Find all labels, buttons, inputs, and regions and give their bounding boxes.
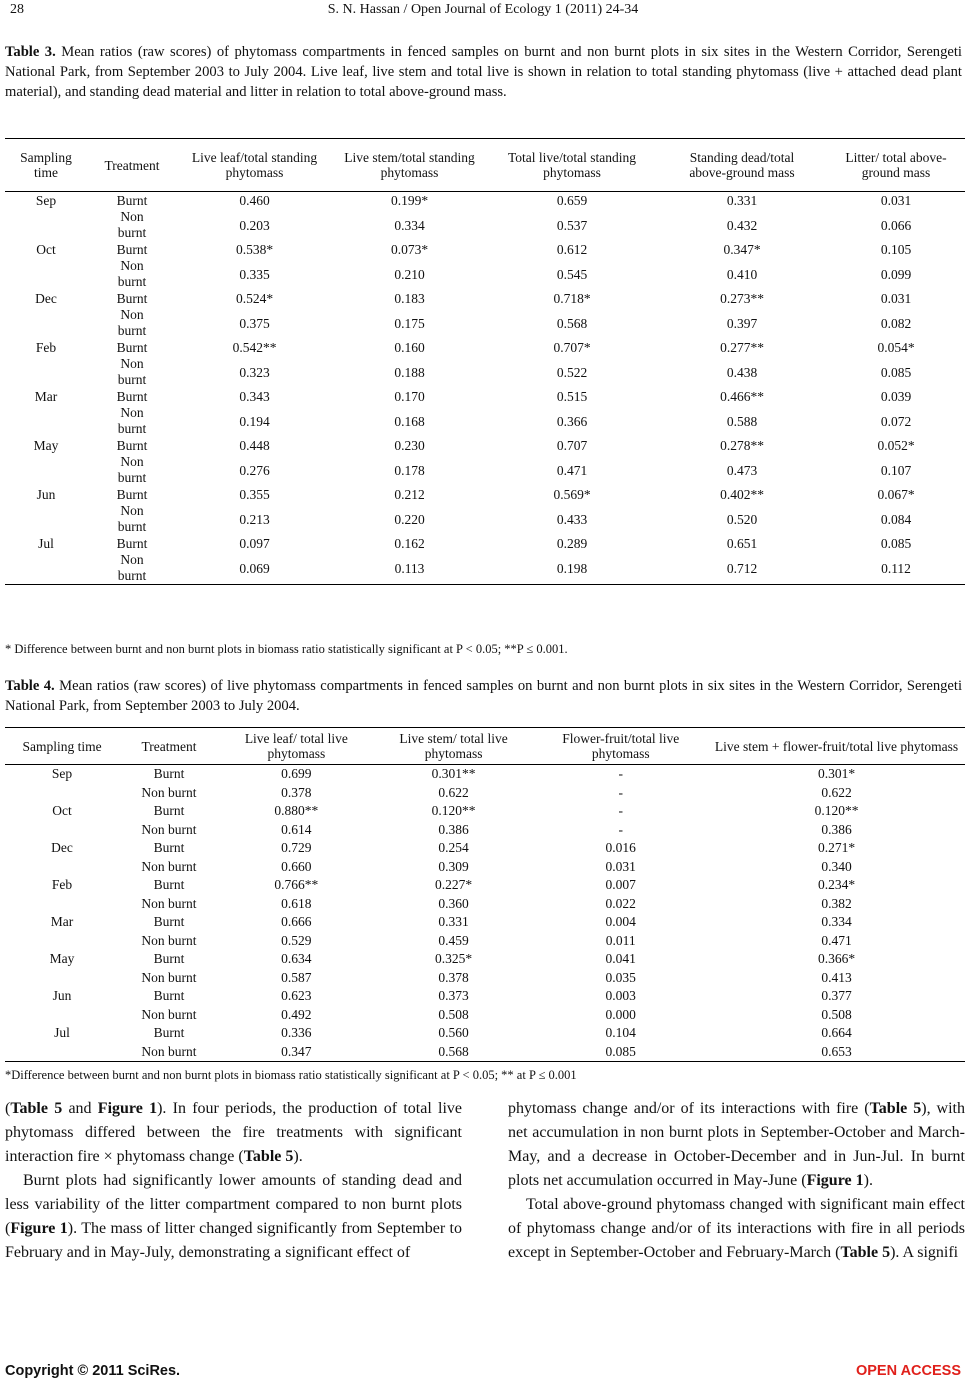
sampling-time-cell: [5, 821, 119, 840]
sampling-time-cell: Sep: [51, 766, 73, 781]
sampling-time-cell: Jul: [54, 1025, 70, 1040]
value-cell: 0.587: [281, 969, 312, 985]
body-paragraph: (Table 5 and Figure 1). In four periods, the production of total live phytomass differed between the fire treatments with significant interaction fire × phytomass change (Table 5).: [5, 1100, 463, 1165]
value-cell: 0.331: [726, 193, 758, 208]
table3-footnote: * Difference between burnt and non burnt plots in biomass ratio statistically significant at P < 0.05; **P ≤ 0.001.: [5, 642, 568, 656]
value-cell: 0.085: [880, 536, 912, 551]
sampling-time-cell: Jul: [38, 536, 54, 551]
table-row: [5, 486, 965, 503]
treatment-cell: Burnt: [116, 241, 148, 257]
value-cell: 0.524*: [235, 291, 274, 306]
table-row: [5, 356, 965, 388]
table-row: [5, 858, 965, 877]
table-row: [5, 258, 965, 290]
value-cell: 0.000: [605, 1006, 636, 1022]
sampling-time-cell: [5, 307, 87, 339]
sampling-time-cell: [5, 454, 87, 486]
value-cell: 0.120**: [431, 803, 476, 818]
table-row: [5, 192, 965, 210]
treatment-cell: Non burnt: [141, 895, 197, 911]
value-cell: 0.277**: [720, 340, 764, 355]
value-cell: 0.651: [726, 536, 758, 551]
value-cell: 0.614: [281, 821, 312, 837]
table4-label: Table 4.: [5, 678, 55, 694]
treatment-cell: Non burnt: [117, 258, 147, 289]
treatment-cell: Burnt: [153, 988, 185, 1003]
value-cell: 0.188: [394, 364, 425, 380]
value-cell: 0.234*: [817, 877, 856, 892]
value-cell: 0.492: [281, 1006, 312, 1022]
value-cell: 0.273**: [720, 291, 764, 306]
sampling-time-cell: Feb: [51, 877, 73, 892]
treatment-cell: Burnt: [153, 951, 185, 966]
treatment-cell: Non burnt: [141, 821, 197, 837]
sampling-time-cell: Jun: [52, 988, 72, 1003]
value-cell: 0.278**: [720, 438, 764, 453]
column-header: Treatment: [104, 157, 160, 173]
value-cell: 0.031: [880, 193, 912, 208]
treatment-cell: Non burnt: [141, 932, 197, 948]
table4-caption: [5, 676, 962, 716]
value-cell: 0.413: [821, 969, 852, 985]
value-cell: 0.522: [556, 364, 588, 380]
table-row: [5, 339, 965, 356]
value-cell: 0.520: [726, 511, 758, 527]
treatment-cell: Non burnt: [141, 784, 197, 800]
value-cell: 0.230: [394, 438, 425, 453]
sampling-time-cell: Oct: [36, 242, 56, 257]
sampling-time-cell: Mar: [34, 389, 58, 404]
value-cell: 0.515: [556, 389, 588, 404]
value-cell: 0.334: [394, 217, 425, 233]
value-cell: 0.198: [556, 560, 588, 576]
cross-reference[interactable]: Table 5: [840, 1244, 891, 1261]
table-row: [5, 241, 965, 258]
value-cell: 0.112: [881, 560, 911, 576]
value-cell: 0.343: [239, 389, 270, 404]
column-header: Live leaf/total standing phytomass: [191, 150, 318, 180]
value-cell: 0.373: [438, 988, 469, 1003]
table3: [5, 138, 965, 585]
value-cell: 0.213: [239, 511, 270, 527]
sampling-time-cell: [5, 858, 119, 877]
sampling-time-cell: [5, 258, 87, 290]
column-header: Live stem/total standing phytomass: [344, 150, 475, 180]
value-cell: 0.031: [605, 858, 636, 874]
column-header: Sampling time: [20, 150, 72, 180]
value-cell: 0.301*: [817, 766, 856, 781]
value-cell: 0.069: [239, 560, 270, 576]
value-cell: 0.466**: [720, 389, 764, 404]
treatment-cell: Non burnt: [117, 356, 147, 387]
value-cell: 0.366: [556, 413, 588, 429]
treatment-cell: Burnt: [153, 1025, 185, 1040]
table4-body: [5, 765, 965, 1062]
value-cell: 0.039: [880, 389, 912, 404]
value-cell: 0.178: [394, 462, 425, 478]
cross-reference[interactable]: Table 5: [243, 1148, 294, 1165]
value-cell: 0.183: [394, 291, 425, 306]
value-cell: 0.331: [438, 914, 469, 929]
table-row: [5, 932, 965, 951]
value-cell: 0.160: [394, 340, 425, 355]
value-cell: 0.664: [821, 1025, 852, 1040]
value-cell: 0.448: [239, 438, 270, 453]
value-cell: 0.438: [726, 364, 758, 380]
value-cell: 0.560: [438, 1025, 469, 1040]
table-row: [5, 765, 965, 784]
value-cell: 0.254: [438, 840, 469, 855]
column-header: Standing dead/total above-ground mass: [689, 150, 795, 180]
table3-header-row: [5, 139, 965, 192]
cross-reference[interactable]: Table 5: [869, 1100, 922, 1117]
treatment-cell: Burnt: [116, 437, 148, 453]
table3-body: [5, 192, 965, 585]
treatment-cell: Burnt: [116, 192, 148, 208]
value-cell: 0.460: [239, 193, 270, 208]
value-cell: 0.360: [438, 895, 469, 911]
cross-reference[interactable]: Figure 1: [10, 1220, 68, 1237]
value-cell: 0.066: [880, 217, 912, 233]
column-header: Live stem + flower-fruit/total live phytomass: [714, 738, 959, 754]
body-left-column: [5, 1097, 462, 1265]
value-cell: -: [618, 803, 623, 818]
sampling-time-cell: Dec: [35, 291, 57, 306]
page-number: 28: [10, 2, 24, 17]
value-cell: 0.410: [726, 266, 758, 282]
sampling-time-cell: [5, 1043, 119, 1062]
value-cell: 0.622: [438, 784, 469, 800]
table3-caption: [5, 42, 962, 102]
treatment-cell: Non burnt: [141, 858, 197, 874]
value-cell: 0.382: [821, 895, 852, 911]
value-cell: 0.660: [281, 858, 312, 874]
table-row: [5, 895, 965, 914]
table4-footnote: *Difference between burnt and non burnt plots in biomass ratio statistically significant at P < 0.05; ** at P ≤ 0.001: [5, 1068, 577, 1082]
value-cell: 0.707: [556, 438, 588, 453]
value-cell: 0.082: [880, 315, 912, 331]
treatment-cell: Burnt: [116, 388, 148, 404]
value-cell: 0.402**: [720, 487, 764, 502]
value-cell: 0.612: [556, 242, 588, 257]
table-row: [5, 784, 965, 803]
value-cell: 0.227*: [435, 877, 473, 892]
table-row: [5, 552, 965, 585]
sampling-time-cell: Sep: [35, 193, 57, 208]
value-cell: 0.366*: [817, 951, 856, 966]
sampling-time-cell: [5, 932, 119, 951]
value-cell: 0.099: [880, 266, 912, 282]
column-header: Live leaf/ total live phytomass: [244, 731, 348, 761]
value-cell: 0.168: [394, 413, 425, 429]
value-cell: 0.459: [438, 932, 469, 948]
value-cell: 0.170: [394, 389, 425, 404]
treatment-cell: Non burnt: [117, 209, 147, 240]
column-header: Litter/ total above-ground mass: [845, 150, 947, 180]
value-cell: 0.016: [605, 840, 636, 855]
sampling-time-cell: Jun: [36, 487, 56, 502]
table3-label: Table 3.: [5, 44, 56, 60]
sampling-time-cell: May: [33, 438, 59, 453]
value-cell: 0.569*: [553, 487, 591, 502]
value-cell: 0.378: [281, 784, 312, 800]
treatment-cell: Burnt: [116, 290, 148, 306]
value-cell: 0.073*: [390, 242, 429, 257]
value-cell: 0.588: [726, 413, 758, 429]
treatment-cell: Burnt: [153, 877, 185, 892]
table-row: [5, 437, 965, 454]
value-cell: 0.104: [605, 1025, 636, 1040]
value-cell: 0.386: [438, 821, 469, 837]
value-cell: 0.623: [281, 988, 312, 1003]
value-cell: 0.031: [880, 291, 912, 306]
value-cell: 0.347*: [723, 242, 761, 257]
value-cell: 0.105: [880, 242, 912, 257]
sampling-time-cell: [5, 552, 87, 585]
value-cell: -: [618, 784, 623, 800]
sampling-time-cell: Dec: [51, 840, 73, 855]
sampling-time-cell: Feb: [35, 340, 57, 355]
treatment-cell: Non burnt: [117, 307, 147, 338]
value-cell: 0.471: [556, 462, 588, 478]
table-row: [5, 950, 965, 969]
table-row: [5, 454, 965, 486]
value-cell: 0.194: [239, 413, 270, 429]
value-cell: 0.699: [281, 766, 312, 781]
table-row: [5, 307, 965, 339]
value-cell: 0.162: [394, 536, 425, 551]
value-cell: 0.175: [394, 315, 425, 331]
value-cell: 0.622: [821, 784, 852, 800]
treatment-cell: Burnt: [116, 535, 148, 551]
value-cell: 0.634: [281, 951, 312, 966]
value-cell: 0.276: [239, 462, 270, 478]
value-cell: 0.335: [239, 266, 270, 282]
value-cell: 0.432: [726, 217, 758, 233]
value-cell: 0.707*: [553, 340, 591, 355]
value-cell: 0.880**: [274, 803, 319, 818]
sampling-time-cell: Oct: [52, 803, 72, 818]
column-header: Sampling time: [22, 738, 102, 754]
cross-reference[interactable]: Figure 1: [806, 1172, 864, 1189]
sampling-time-cell: [5, 895, 119, 914]
value-cell: 0.729: [281, 840, 312, 855]
sampling-time-cell: [5, 503, 87, 535]
table-row: [5, 802, 965, 821]
table-row: [5, 503, 965, 535]
body-right-column: [508, 1097, 965, 1265]
treatment-cell: Non burnt: [117, 454, 147, 485]
value-cell: 0.542**: [232, 340, 277, 355]
table-row: [5, 290, 965, 307]
value-cell: 0.718*: [553, 291, 591, 306]
value-cell: 0.568: [438, 1043, 469, 1059]
value-cell: 0.212: [394, 487, 425, 502]
value-cell: -: [618, 766, 623, 781]
treatment-cell: Non burnt: [117, 405, 147, 436]
sampling-time-cell: Mar: [50, 914, 74, 929]
body-paragraph: Total above-ground phytomass changed with significant main effect of phytomass change and/or of its interactions with fire in all periods except in September-October and February-March (Table 5). A signifi: [508, 1196, 965, 1261]
value-cell: 0.052*: [877, 438, 915, 453]
cross-reference[interactable]: Table 5: [10, 1100, 63, 1117]
value-cell: 0.508: [438, 1006, 469, 1022]
value-cell: 0.397: [726, 315, 758, 331]
sampling-time-cell: [5, 969, 119, 988]
treatment-cell: Burnt: [116, 486, 148, 502]
table-row: [5, 405, 965, 437]
value-cell: 0.766**: [274, 877, 319, 892]
sampling-time-cell: [5, 784, 119, 803]
value-cell: 0.067*: [877, 487, 915, 502]
value-cell: 0.085: [880, 364, 912, 380]
table-row: [5, 913, 965, 932]
value-cell: 0.271*: [817, 840, 856, 855]
column-header: Total live/total standing phytomass: [507, 150, 637, 180]
cross-reference[interactable]: Figure 1: [97, 1100, 158, 1117]
table-row: [5, 987, 965, 1006]
sampling-time-cell: [5, 356, 87, 388]
table-row: [5, 969, 965, 988]
value-cell: 0.072: [880, 413, 912, 429]
value-cell: 0.120**: [814, 803, 859, 818]
value-cell: 0.378: [438, 969, 469, 985]
column-header: Flower-fruit/total live phytomass: [562, 731, 680, 761]
value-cell: 0.659: [556, 193, 588, 208]
treatment-cell: Burnt: [116, 339, 148, 355]
value-cell: 0.301**: [431, 766, 476, 781]
sampling-time-cell: [5, 405, 87, 437]
value-cell: 0.355: [239, 487, 270, 502]
value-cell: 0.203: [239, 217, 270, 233]
value-cell: 0.085: [605, 1043, 636, 1059]
value-cell: 0.473: [726, 462, 758, 478]
value-cell: 0.618: [281, 895, 312, 911]
value-cell: 0.011: [605, 932, 636, 948]
value-cell: 0.323: [239, 364, 270, 380]
value-cell: 0.022: [605, 895, 636, 911]
treatment-cell: Non burnt: [117, 552, 147, 583]
value-cell: 0.289: [556, 536, 588, 551]
value-cell: 0.035: [605, 969, 636, 985]
table-row: [5, 876, 965, 895]
treatment-cell: Burnt: [153, 840, 185, 855]
table-row: [5, 821, 965, 840]
value-cell: 0.568: [556, 315, 588, 331]
treatment-cell: Burnt: [153, 803, 185, 818]
value-cell: 0.097: [239, 536, 270, 551]
table3-caption-text: Mean ratios (raw scores) of phytomass compartments in fenced samples on burnt and non burnt plots in six sites in the Western Corridor, Serengeti National Park, from September 2003 to July 2004. Live leaf, live stem and total live is shown in relation to total standing phytomass (live + attached dead plant material), and standing dead material and litter in relation to total above-ground mass.: [5, 44, 962, 100]
table-row: [5, 535, 965, 552]
value-cell: 0.084: [880, 511, 912, 527]
value-cell: -: [618, 821, 623, 837]
value-cell: 0.004: [605, 914, 636, 929]
value-cell: 0.375: [239, 315, 270, 331]
treatment-cell: Burnt: [153, 914, 185, 929]
table4-caption-text: Mean ratios (raw scores) of live phytomass compartments in fenced samples on burnt and non burnt plots in six sites in the Western Corridor, Serengeti National Park, from September 2003 to July 2004.: [5, 678, 962, 714]
value-cell: 0.471: [821, 932, 852, 948]
value-cell: 0.508: [821, 1006, 852, 1022]
value-cell: 0.666: [281, 914, 312, 929]
page-header: [0, 0, 966, 22]
table-row: [5, 1043, 965, 1062]
value-cell: 0.340: [821, 858, 852, 874]
treatment-cell: Non burnt: [141, 1043, 197, 1059]
value-cell: 0.210: [394, 266, 425, 282]
value-cell: 0.113: [394, 560, 425, 576]
sampling-time-cell: [5, 1006, 119, 1025]
treatment-cell: Non burnt: [117, 503, 147, 534]
table-row: [5, 209, 965, 241]
table-row: [5, 1006, 965, 1025]
value-cell: 0.007: [605, 877, 636, 892]
table4: [5, 727, 965, 1062]
value-cell: 0.386: [821, 821, 852, 837]
sampling-time-cell: May: [49, 951, 75, 966]
value-cell: 0.347: [281, 1043, 312, 1059]
value-cell: 0.054*: [877, 340, 915, 355]
copyright: Copyright © 2011 SciRes.: [5, 1363, 181, 1379]
value-cell: 0.545: [556, 266, 588, 282]
value-cell: 0.041: [605, 951, 636, 966]
table-row: [5, 839, 965, 858]
value-cell: 0.325*: [435, 951, 473, 966]
body-paragraph: Burnt plots had significantly lower amounts of standing dead and less variability of the litter compartment compared to non burnt plots (Figure 1). The mass of litter changed significantly from September to February and in May-July, demonstrating a significant effect of: [5, 1172, 463, 1261]
value-cell: 0.653: [821, 1043, 852, 1059]
value-cell: 0.003: [605, 988, 636, 1003]
value-cell: 0.537: [556, 217, 588, 233]
table-row: [5, 388, 965, 405]
value-cell: 0.107: [880, 462, 912, 478]
column-header: Treatment: [141, 738, 197, 754]
value-cell: 0.529: [281, 932, 312, 948]
value-cell: 0.334: [821, 914, 852, 929]
table4-header-row: [5, 728, 965, 765]
running-title: S. N. Hassan / Open Journal of Ecology 1 (2011) 24-34: [327, 2, 639, 17]
value-cell: 0.309: [438, 858, 469, 874]
value-cell: 0.712: [726, 560, 758, 576]
value-cell: 0.336: [281, 1025, 312, 1040]
table-row: [5, 1024, 965, 1043]
treatment-cell: Non burnt: [141, 1006, 197, 1022]
column-header: Live stem/ total live phytomass: [399, 731, 508, 761]
treatment-cell: Burnt: [153, 766, 185, 781]
value-cell: 0.220: [394, 511, 425, 527]
value-cell: 0.538*: [235, 242, 274, 257]
body-paragraph: phytomass change and/or of its interactions with fire (Table 5), with net accumulation in non burnt plots in September-October and March-May, and a decrease in October-December and in Jun-Jul. In burnt plots net accumulation occurred in May-June (Figure 1).: [508, 1100, 965, 1189]
value-cell: 0.199*: [390, 193, 429, 208]
value-cell: 0.433: [556, 511, 588, 527]
open-access-label: OPEN ACCESS: [855, 1363, 961, 1379]
treatment-cell: Non burnt: [141, 969, 197, 985]
value-cell: 0.377: [821, 988, 852, 1003]
sampling-time-cell: [5, 209, 87, 241]
